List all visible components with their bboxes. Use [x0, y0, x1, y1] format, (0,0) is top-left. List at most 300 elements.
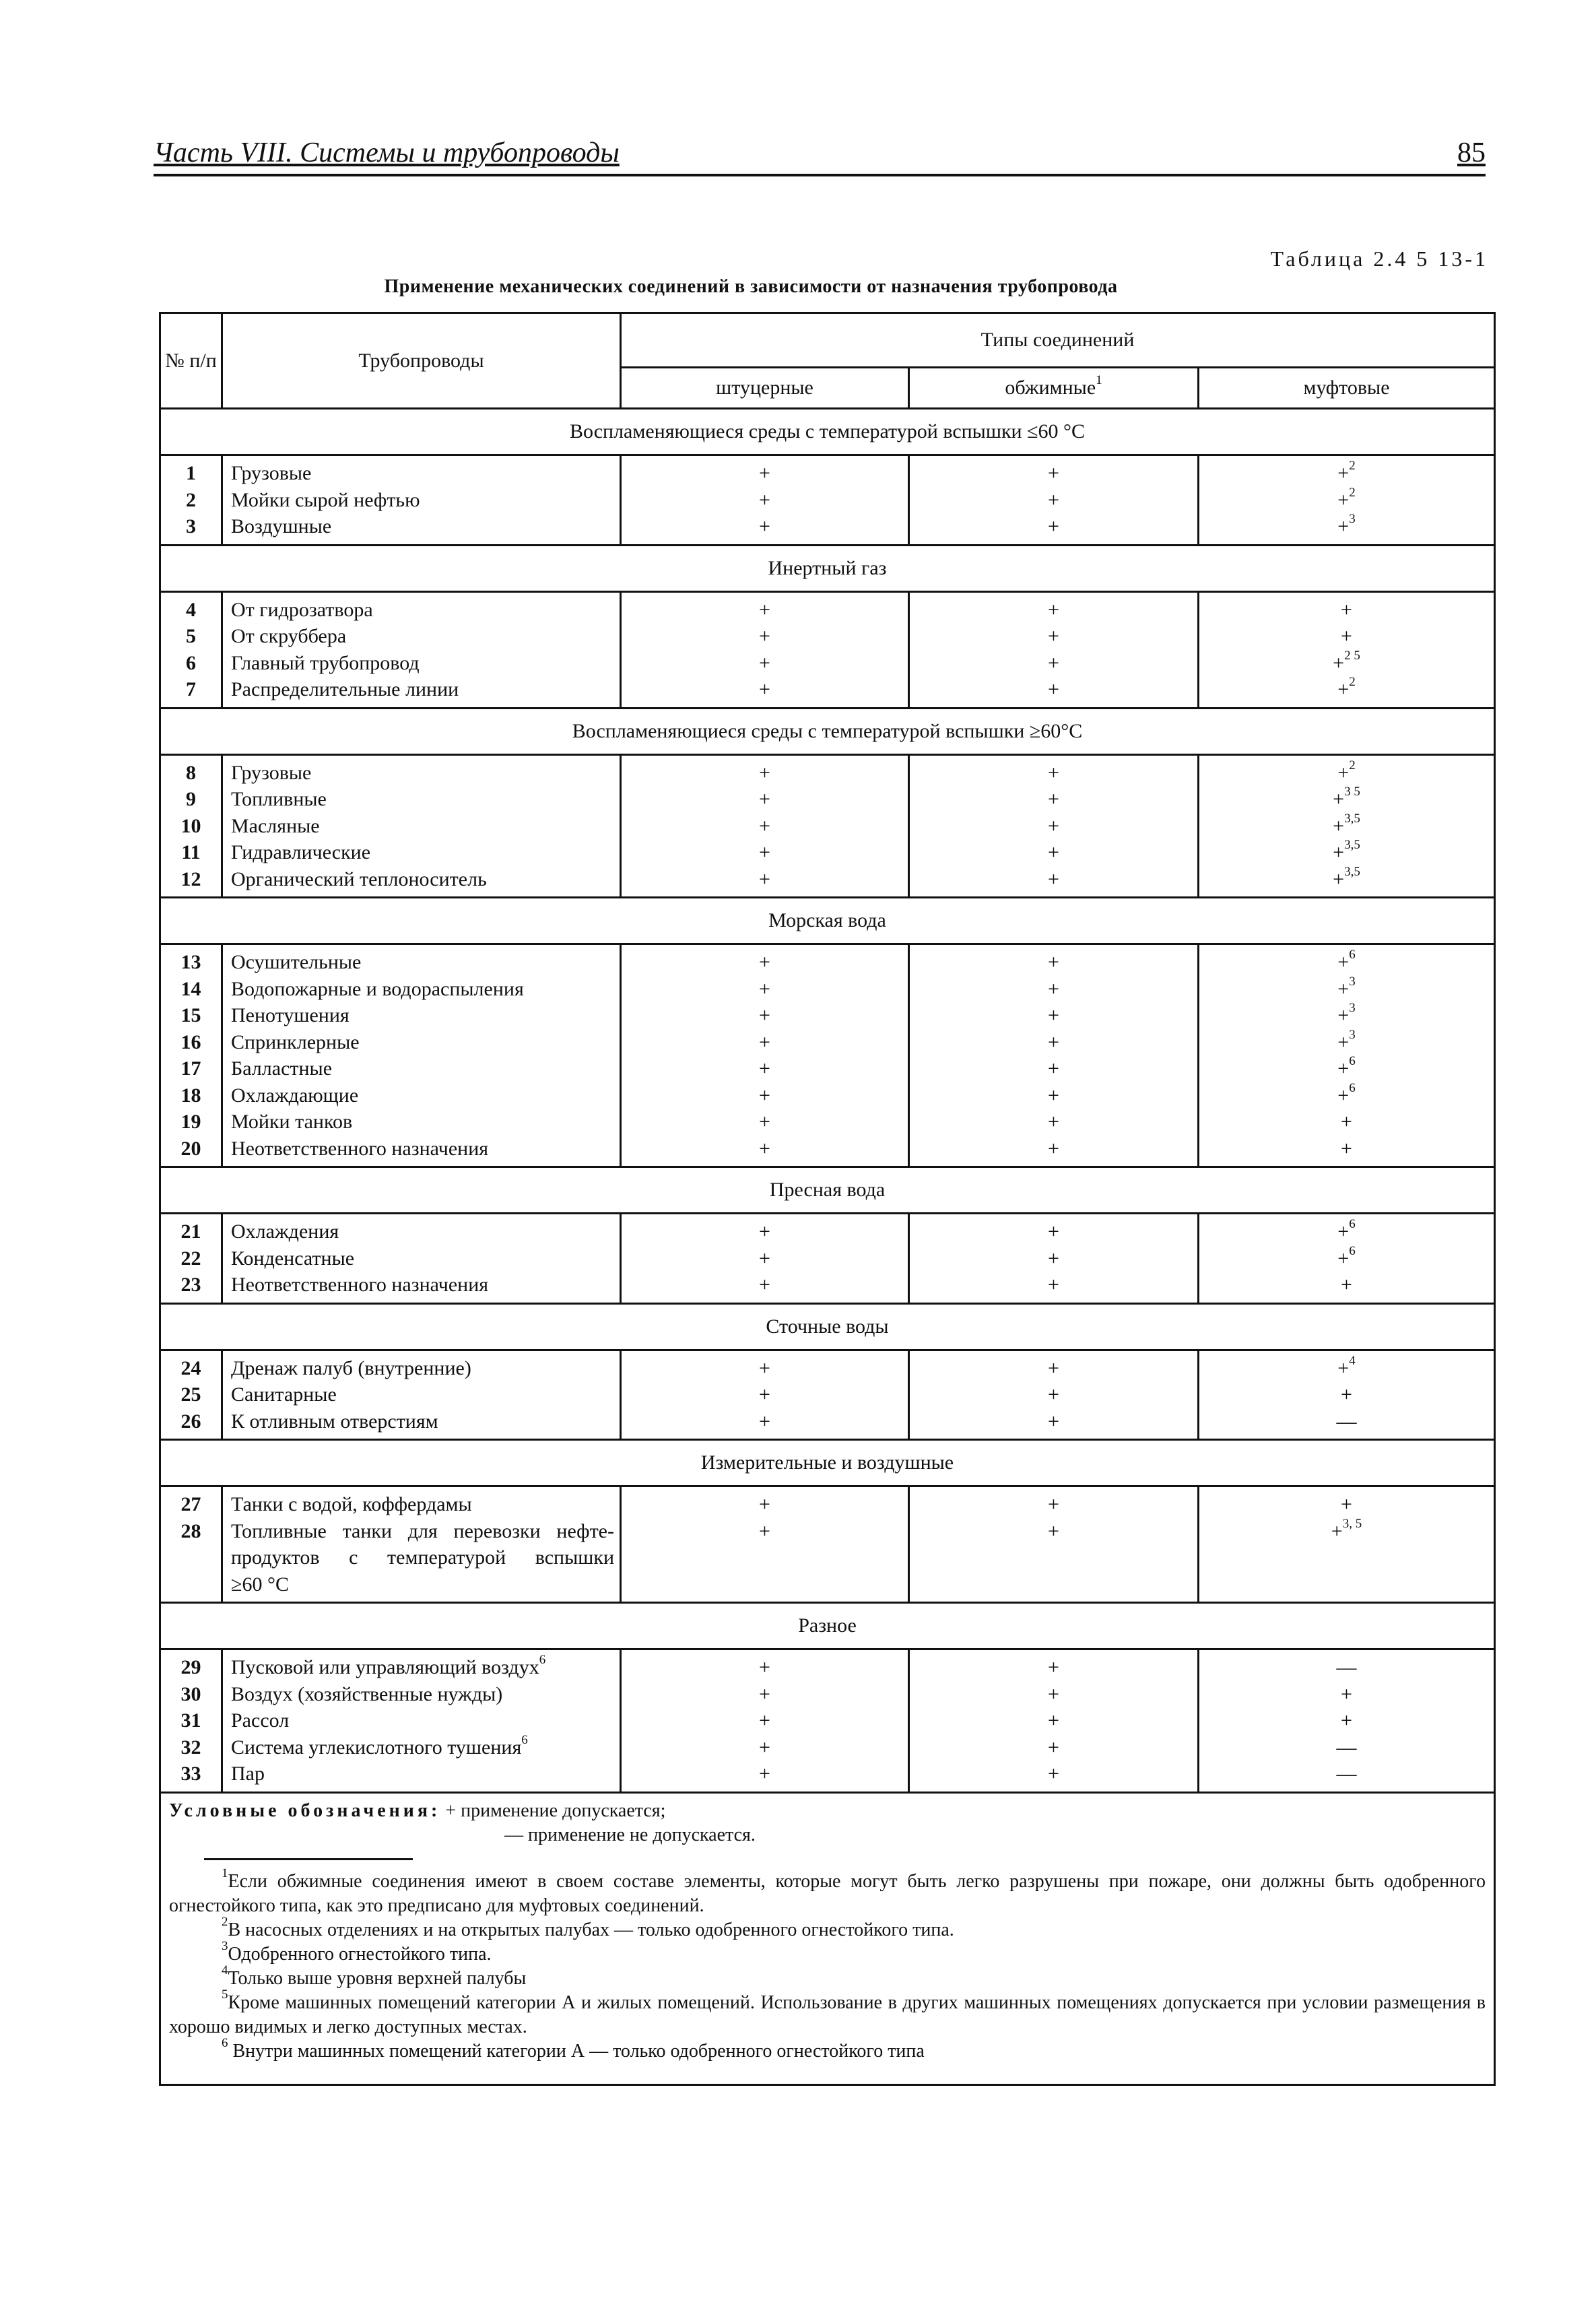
cell-c3 [1199, 1218, 1494, 1245]
cell-c3 [1199, 949, 1494, 976]
footnote-text: Только выше уровня верхней палубы [228, 1967, 527, 1989]
row-name-text: Топливные [231, 788, 327, 810]
row-number: 1 [186, 462, 196, 484]
table-title: Применение механических соединений в зависимости от назначения трубопровода [384, 276, 1118, 297]
values-c2 [909, 1649, 1199, 1793]
values-c3 [1199, 1486, 1495, 1603]
cell-c3 [1199, 597, 1494, 624]
cell-c3 [1199, 976, 1494, 1003]
header-c3: муфтовые [1199, 368, 1495, 409]
row-name [231, 1109, 614, 1136]
header-c2 [909, 368, 1199, 409]
row-number: 27 [180, 1493, 201, 1515]
row-number: 13 [180, 951, 201, 973]
header-pipelines: Трубопроводы [222, 313, 621, 409]
cell-c3 [1199, 1518, 1494, 1598]
row-names [222, 754, 621, 898]
cell-c1: + [759, 1763, 770, 1785]
row-name-text: Воздушные [231, 515, 332, 537]
cell-c3-sign: + [1337, 1057, 1350, 1080]
cell-c3-note: 3,5 [1344, 864, 1360, 879]
section-body-row [160, 754, 1495, 898]
cell-c2: + [1048, 1493, 1059, 1515]
row-name-text: Главный трубопровод [231, 651, 420, 674]
footnote [169, 1963, 1486, 1991]
row-numbers [160, 1649, 222, 1793]
header-types: Типы соединений [621, 313, 1495, 368]
row-name [231, 813, 614, 840]
cell-c3 [1199, 1355, 1494, 1382]
section-body-row [160, 1486, 1495, 1603]
row-name-text: Неответственного назначения [231, 1137, 489, 1160]
row-number: 20 [180, 1137, 201, 1160]
row-name [231, 786, 614, 813]
row-name [231, 1761, 614, 1787]
cell-c3 [1199, 1245, 1494, 1272]
cell-c1: + [759, 951, 770, 973]
row-number: 19 [180, 1111, 201, 1133]
values-c2 [909, 455, 1199, 546]
cell-c1: + [759, 1519, 770, 1542]
row-name-text: Водопожарные и водораспыления [231, 977, 524, 1000]
row-name-text: Грузовые [231, 462, 312, 484]
cell-c3-note: 3,5 [1344, 811, 1360, 826]
footnote-text: Одобренного огнестойкого типа. [228, 1943, 492, 1965]
cell-c3 [1199, 1002, 1494, 1029]
row-name-text: К отливным отверстиям [231, 1410, 438, 1433]
cell-c3 [1199, 866, 1494, 893]
section-title: Разное [160, 1603, 1495, 1649]
cell-c1: + [759, 1137, 770, 1160]
footnote [169, 2036, 1486, 2064]
cell-c1: + [759, 1682, 770, 1705]
cell-c3-sign: + [1337, 462, 1350, 484]
cell-c2: + [1048, 488, 1059, 511]
row-name [231, 623, 614, 650]
section-header-row [160, 1303, 1495, 1350]
row-name [231, 597, 614, 624]
cell-c2: + [1048, 1004, 1059, 1026]
values-c2 [909, 754, 1199, 898]
header-no: № п/п [160, 313, 222, 409]
values-c3 [1199, 455, 1495, 546]
row-name-text: Масляные [231, 814, 320, 837]
row-name-note: 6 [539, 1653, 546, 1667]
values-c3 [1199, 944, 1495, 1167]
row-name-line: продуктов с температурой вспышки [231, 1546, 614, 1569]
cell-c3-note: 6 [1349, 948, 1356, 962]
legend [169, 1799, 1486, 1847]
cell-c3 [1199, 1381, 1494, 1408]
cell-c3 [1199, 1654, 1494, 1681]
row-names [222, 591, 621, 708]
cell-c1: + [759, 1383, 770, 1406]
cell-c3-note: 4 [1349, 1353, 1356, 1368]
cell-c2: + [1048, 1682, 1059, 1705]
cell-c3-note: 3 [1349, 512, 1356, 526]
row-name [231, 1355, 614, 1382]
cell-c3 [1199, 1082, 1494, 1109]
row-names [222, 1214, 621, 1304]
cell-c2: + [1048, 1356, 1059, 1379]
legend-plus: + применение допускается; [445, 1800, 666, 1821]
row-name [231, 513, 614, 540]
cell-c3 [1199, 1109, 1494, 1136]
cell-c3-sign: + [1337, 1220, 1350, 1243]
row-name [231, 487, 614, 514]
cell-c3 [1199, 839, 1494, 866]
row-number: 2 [186, 488, 196, 511]
row-number: 14 [180, 977, 201, 1000]
cell-c1: + [759, 1111, 770, 1133]
cell-c1: + [759, 1247, 770, 1270]
cell-c2: + [1048, 841, 1059, 863]
section-title: Инертный газ [160, 545, 1495, 591]
section-header-row [160, 1440, 1495, 1486]
section-body-row [160, 1649, 1495, 1793]
cell-c3 [1199, 1491, 1494, 1518]
cell-c1: + [759, 1220, 770, 1243]
row-name [231, 949, 614, 976]
cell-c3-note: 3,5 [1344, 838, 1360, 852]
legend-line [169, 1799, 1486, 1823]
values-c1 [621, 1214, 909, 1304]
values-c3 [1199, 591, 1495, 708]
section-title: Сточные воды [160, 1303, 1495, 1350]
section-title: Пресная вода [160, 1167, 1495, 1214]
cell-c1: + [759, 1410, 770, 1433]
row-number: 29 [180, 1656, 201, 1678]
cell-c1: + [759, 1493, 770, 1515]
cell-c3-sign: — [1336, 1410, 1357, 1433]
values-c2 [909, 1486, 1199, 1603]
row-numbers [160, 944, 222, 1167]
cell-c3 [1199, 1408, 1494, 1435]
row-name-text: Органический теплоноситель [231, 867, 487, 890]
cell-c3 [1199, 676, 1494, 703]
row-name [231, 976, 614, 1003]
row-numbers [160, 455, 222, 546]
cell-c1: + [759, 1356, 770, 1379]
row-name [231, 1734, 614, 1761]
cell-c3-note: 3 5 [1344, 785, 1360, 799]
cell-c2: + [1048, 867, 1059, 890]
cell-c2: + [1048, 1030, 1059, 1053]
values-c1 [621, 1649, 909, 1793]
row-name [231, 1245, 614, 1272]
row-name-note: 6 [521, 1732, 528, 1747]
row-name [231, 1408, 614, 1435]
row-number: 28 [180, 1519, 201, 1542]
row-name-text: Пенотушения [231, 1004, 350, 1026]
cell-c2: + [1048, 1410, 1059, 1433]
section-title: Измерительные и воздушные [160, 1440, 1495, 1486]
cell-c3-sign: + [1341, 1682, 1352, 1705]
cell-c3-sign: + [1341, 1111, 1352, 1133]
cell-c3 [1199, 1761, 1494, 1787]
cell-c3 [1199, 1055, 1494, 1082]
row-number: 17 [180, 1057, 201, 1080]
cell-c1: + [759, 515, 770, 537]
legend-minus: — применение не допускается. [504, 1824, 756, 1845]
row-numbers [160, 1214, 222, 1304]
values-c1 [621, 1486, 909, 1603]
cell-c3 [1199, 1272, 1494, 1299]
cell-c1: + [759, 1057, 770, 1080]
cell-c2: + [1048, 977, 1059, 1000]
cell-c1: + [759, 1030, 770, 1053]
header-row [160, 313, 1495, 368]
row-name [231, 1029, 614, 1056]
cell-c2: + [1048, 1220, 1059, 1243]
footnote-rule [204, 1858, 413, 1860]
header-c1: штуцерные [621, 368, 909, 409]
cell-c3 [1199, 1734, 1494, 1761]
cell-c3-sign: + [1341, 1137, 1352, 1160]
row-number: 31 [180, 1709, 201, 1732]
cell-c1: + [759, 1736, 770, 1759]
values-c3 [1199, 1649, 1495, 1793]
cell-c3-sign: + [1341, 1709, 1352, 1732]
cell-c2: + [1048, 1736, 1059, 1759]
row-name [231, 1272, 614, 1299]
row-name-text: Грузовые [231, 761, 312, 784]
row-name [231, 1218, 614, 1245]
cell-c2: + [1048, 1519, 1059, 1542]
footnote-mark: 2 [222, 1915, 228, 1930]
cell-c1: + [759, 977, 770, 1000]
cell-c3-note: 3 [1349, 1001, 1356, 1015]
cell-c3-sign: — [1336, 1656, 1357, 1678]
row-number: 11 [181, 841, 201, 863]
row-name-text: От скруббера [231, 625, 347, 647]
footnote-mark: 4 [222, 1963, 228, 1978]
row-number: 9 [186, 788, 196, 810]
cell-c3-sign: + [1333, 788, 1345, 810]
connections-table [159, 312, 1496, 2086]
values-c1 [621, 455, 909, 546]
row-number: 18 [180, 1084, 201, 1107]
row-name [231, 760, 614, 787]
header-c2-label: обжимные [1005, 376, 1096, 399]
cell-c3 [1199, 623, 1494, 650]
cell-c2: + [1048, 1656, 1059, 1678]
section-header-row [160, 1167, 1495, 1214]
legend-footnotes [160, 1792, 1495, 2084]
row-name-text: Мойки танков [231, 1111, 353, 1133]
row-number: 12 [180, 867, 201, 890]
values-c1 [621, 1350, 909, 1440]
cell-c3-sign: + [1337, 1084, 1350, 1107]
row-names [222, 944, 621, 1167]
row-number: 33 [180, 1763, 201, 1785]
cell-c2: + [1048, 951, 1059, 973]
row-name [231, 1654, 614, 1681]
row-names [222, 1649, 621, 1793]
cell-c2: + [1048, 788, 1059, 810]
section-title: Воспламеняющиеся среды с температурой вспышки ≤60 °С [160, 409, 1495, 455]
cell-c3 [1199, 760, 1494, 787]
footnote-mark: 5 [222, 1987, 228, 2002]
cell-c2: + [1048, 1111, 1059, 1133]
row-number: 23 [180, 1274, 201, 1296]
cell-c3-note: 6 [1349, 1054, 1356, 1068]
row-name-text: Конденсатные [231, 1247, 355, 1270]
cell-c3-note: 3 [1349, 1027, 1356, 1042]
cell-c3 [1199, 813, 1494, 840]
row-number: 21 [180, 1220, 201, 1243]
cell-c1: + [759, 678, 770, 700]
cell-c3 [1199, 513, 1494, 540]
cell-c1: + [759, 761, 770, 784]
section-header-row [160, 898, 1495, 944]
footnote-text: Внутри машинных помещений категории А — только одобренного огнестойкого типа [228, 2040, 925, 2062]
cell-c3 [1199, 786, 1494, 813]
cell-c1: + [759, 1656, 770, 1678]
section-body-row [160, 591, 1495, 708]
cell-c2: + [1048, 1383, 1059, 1406]
footnote-mark: 1 [222, 1866, 228, 1881]
footnote [169, 1939, 1486, 1967]
row-numbers [160, 1350, 222, 1440]
row-number: 25 [180, 1383, 201, 1406]
header-c2-note: 1 [1096, 373, 1102, 387]
row-name-text: Дренаж палуб (внутренние) [231, 1356, 471, 1379]
row-name [231, 650, 614, 677]
section-header-row [160, 708, 1495, 754]
cell-c3-note: 2 [1349, 485, 1356, 500]
cell-c3-sign: + [1337, 761, 1350, 784]
values-c1 [621, 944, 909, 1167]
cell-c3 [1199, 1707, 1494, 1734]
values-c3 [1199, 1350, 1495, 1440]
cell-c1: + [759, 462, 770, 484]
row-number: 16 [180, 1030, 201, 1053]
cell-c2: + [1048, 598, 1059, 621]
footnote [169, 1866, 1486, 1918]
cell-c3-sign: — [1336, 1763, 1357, 1785]
cell-c2: + [1048, 1057, 1059, 1080]
cell-c2: + [1048, 1274, 1059, 1296]
cell-c3 [1199, 650, 1494, 677]
cell-c2: + [1048, 1247, 1059, 1270]
row-number: 24 [180, 1356, 201, 1379]
footnote-mark: 3 [222, 1939, 228, 1954]
cell-c3-sign: + [1337, 678, 1350, 700]
cell-c3-sign: + [1337, 1004, 1350, 1026]
cell-c1: + [759, 625, 770, 647]
row-number: 22 [180, 1247, 201, 1270]
values-c3 [1199, 1214, 1495, 1304]
row-name-line: ≥60 °С [231, 1573, 289, 1596]
section-title: Морская вода [160, 898, 1495, 944]
row-name-text: Воздух (хозяйственные нужды) [231, 1682, 503, 1705]
cell-c3 [1199, 1681, 1494, 1708]
row-numbers [160, 1486, 222, 1603]
cell-c3-sign: + [1337, 1247, 1350, 1270]
cell-c1: + [759, 1709, 770, 1732]
cell-c1: + [759, 651, 770, 674]
row-name-text: Охлаждающие [231, 1084, 359, 1107]
values-c3 [1199, 754, 1495, 898]
footnote [169, 1987, 1486, 2039]
section-header-row [160, 1603, 1495, 1649]
cell-c3-note: 2 [1349, 758, 1356, 773]
cell-c3-sign: + [1341, 1274, 1352, 1296]
row-number: 8 [186, 761, 196, 784]
cell-c3-sign: + [1337, 488, 1350, 511]
section-body-row [160, 944, 1495, 1167]
cell-c1: + [759, 788, 770, 810]
section-header-row [160, 409, 1495, 455]
page-header [154, 132, 1486, 176]
row-number: 15 [180, 1004, 201, 1026]
cell-c2: + [1048, 761, 1059, 784]
section-body-row [160, 1214, 1495, 1304]
row-number: 5 [186, 625, 196, 647]
row-name [231, 1055, 614, 1082]
cell-c3-sign: + [1341, 1383, 1352, 1406]
row-number: 6 [186, 651, 196, 674]
row-name [231, 1681, 614, 1708]
row-name [231, 1136, 614, 1162]
footnote [169, 1915, 1486, 1942]
cell-c3-sign: + [1337, 1356, 1350, 1379]
table-label: Таблица 2.4 5 13-1 [1270, 247, 1488, 271]
footnote-text: Если обжимные соединения имеют в своем составе элементы, которые могут быть легко разрушены при пожаре, они должны быть одобренного огнестойкого типа, как это предписано для муфтовых соединений. [169, 1870, 1486, 1916]
row-name-text: Неответственного назначения [231, 1274, 489, 1296]
cell-c2: + [1048, 1763, 1059, 1785]
legend-title: Условные обозначения: [169, 1800, 441, 1821]
cell-c2: + [1048, 814, 1059, 837]
cell-c1: + [759, 867, 770, 890]
row-names [222, 1486, 621, 1603]
page-number: 85 [1457, 137, 1486, 168]
cell-c2: + [1048, 1137, 1059, 1160]
section-header-row [160, 545, 1495, 591]
row-name-text: Пар [231, 1763, 265, 1785]
cell-c3-sign: + [1337, 977, 1350, 1000]
footnote-text: В насосных отделениях и на открытых палубах — только одобренного огнестойкого типа. [228, 1919, 954, 1940]
row-name-text: Осушительные [231, 951, 362, 973]
values-c1 [621, 591, 909, 708]
row-name-text: Рассол [231, 1709, 290, 1732]
cell-c1: + [759, 1004, 770, 1026]
cell-c3-note: 3 [1349, 974, 1356, 989]
row-name [231, 839, 614, 866]
row-name-line: Топливные танки для перевозки нефте- [231, 1519, 614, 1542]
row-name [231, 866, 614, 893]
row-name-text: Балластные [231, 1057, 333, 1080]
cell-c3-sign: + [1337, 1030, 1350, 1053]
row-number: 3 [186, 515, 196, 537]
row-name-text: Танки с водой, коффердамы [231, 1493, 472, 1515]
row-name-text: От гидрозатвора [231, 598, 373, 621]
row-names [222, 455, 621, 546]
values-c2 [909, 944, 1199, 1167]
legend-row [160, 1792, 1495, 2084]
section-body-row [160, 455, 1495, 546]
cell-c3-sign: + [1337, 951, 1350, 973]
row-name-text: Система углекислотного тушения [231, 1736, 522, 1759]
row-name-text: Распределительные линии [231, 678, 459, 700]
cell-c3-note: 2 [1349, 459, 1356, 473]
cell-c3-sign: + [1341, 1493, 1352, 1515]
footnote-text: Кроме машинных помещений категории А и жилых помещений. Использование в других машинных помещениях допускается при условии размещения в хорошо видимых и легко доступных местах. [169, 1992, 1486, 2037]
values-c2 [909, 1350, 1199, 1440]
cell-c3-note: 2 [1349, 675, 1356, 689]
row-name [231, 1002, 614, 1029]
